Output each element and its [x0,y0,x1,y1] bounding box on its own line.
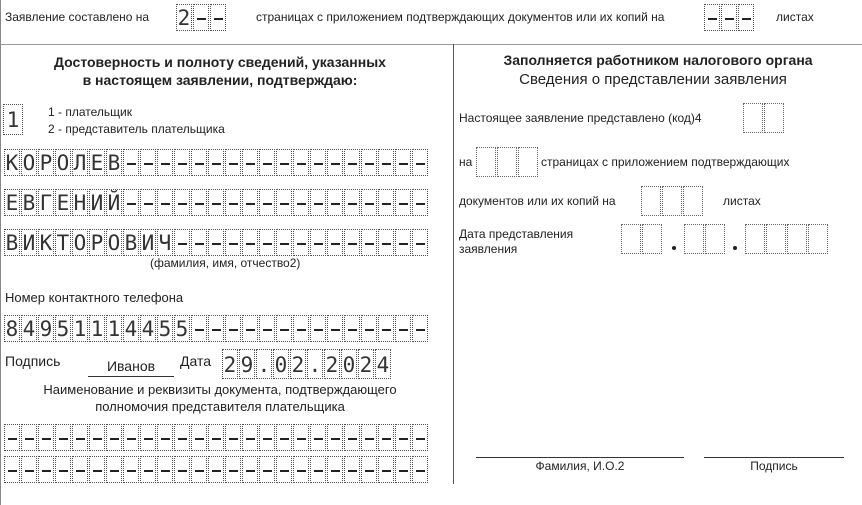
left-title-line-2: в настоящем заявлении, подтверждаю: [82,72,358,88]
surname-cell[interactable] [293,149,309,176]
right-fio-caption: Фамилия, И.О.2 [535,459,625,473]
submission-date-dot-2 [733,246,737,250]
signer-code-cell[interactable]: 1 [3,104,23,135]
signature-value[interactable]: Иванов [106,358,156,374]
document-cell[interactable] [38,424,54,451]
phone-cell[interactable] [310,315,326,342]
document-cell[interactable] [361,456,377,483]
name-cell[interactable]: Г [39,191,53,215]
document-cell[interactable] [157,456,173,483]
surname-cell[interactable] [412,149,428,176]
patronymic-cell[interactable]: В [5,231,19,255]
document-cell[interactable] [106,456,122,483]
header-pages-cells[interactable] [176,4,227,31]
doc-caption-line-2: полномочия представителя плательщика [95,399,345,414]
document-cell[interactable] [89,456,105,483]
name-cell[interactable]: Н [73,191,87,215]
phone-cell[interactable]: 4 [124,317,138,341]
right-subtitle: Сведения о представлении заявления [519,71,787,88]
document-cell[interactable] [89,424,105,451]
patronymic-cell[interactable]: Р [90,231,104,255]
document-cell[interactable] [293,456,309,483]
document-cell[interactable] [140,456,156,483]
document-cell[interactable] [21,424,37,451]
name-cell[interactable] [191,189,207,216]
name-cell[interactable]: Е [5,191,19,215]
document-cell[interactable] [412,424,428,451]
date-sep-2: . [307,349,323,379]
document-cell[interactable] [293,424,309,451]
submission-year-boxes[interactable] [745,224,829,254]
document-cell[interactable] [191,424,207,451]
surname-cell[interactable] [310,149,326,176]
document-cell[interactable] [310,424,326,451]
document-cell[interactable] [225,456,241,483]
surname-cell[interactable]: К [5,151,19,175]
phone-cell[interactable]: 1 [107,317,121,341]
date-year-cell-4[interactable]: 4 [375,349,391,379]
surname-cell[interactable] [140,149,156,176]
phone-cell[interactable] [344,315,360,342]
surname-cell[interactable] [208,149,224,176]
document-cell[interactable] [378,424,394,451]
name-cell[interactable] [310,189,326,216]
header-middle: страницах с приложением подтверждающих документов или их копий на [256,10,665,24]
patronymic-cell[interactable] [174,229,190,256]
submission-date-label-line-1: Дата представления [459,227,574,241]
document-cell[interactable] [259,424,275,451]
surname-cell[interactable] [157,149,173,176]
name-cells[interactable] [4,189,429,216]
phone-cell[interactable]: 4 [141,317,155,341]
phone-cell[interactable]: 4 [22,317,36,341]
surname-cell[interactable] [327,149,343,176]
document-cell[interactable] [276,424,292,451]
header-docs-cell-1[interactable] [704,4,720,31]
submission-month-boxes[interactable] [684,224,726,254]
phone-cell[interactable] [327,315,343,342]
document-cells-1[interactable] [4,424,429,451]
name-cell[interactable] [157,189,173,216]
phone-cell[interactable] [225,315,241,342]
name-cell[interactable] [412,189,428,216]
patronymic-cell[interactable] [361,229,377,256]
header-prefix: Заявление составлено на [5,10,150,24]
surname-cell[interactable] [174,149,190,176]
patronymic-cell[interactable]: Ч [158,231,172,255]
document-cell[interactable] [242,456,258,483]
document-cell[interactable] [395,456,411,483]
document-cell[interactable] [208,456,224,483]
doc-caption-line-1: Наименование и реквизиты документа, подтверждающего [43,382,397,397]
document-cell[interactable] [55,424,71,451]
document-cell[interactable] [310,456,326,483]
document-cells-2[interactable] [4,456,429,483]
header-pages-cell-1[interactable]: 2 [177,6,191,30]
document-cell[interactable] [327,456,343,483]
surname-cell[interactable]: Л [73,151,87,175]
patronymic-cell[interactable]: Т [56,231,70,255]
pages-boxes[interactable] [476,147,539,177]
date-cells[interactable] [222,349,392,379]
patronymic-cell[interactable]: О [107,231,121,255]
surname-cell[interactable]: Р [39,151,53,175]
patronymic-cell[interactable] [344,229,360,256]
document-cell[interactable] [174,424,190,451]
phone-cell[interactable]: 5 [158,317,172,341]
name-cell[interactable] [293,189,309,216]
name-cell[interactable] [259,189,275,216]
surname-cell[interactable] [242,149,258,176]
header-separator [0,44,862,45]
docs-boxes[interactable] [641,186,704,216]
patronymic-cell[interactable] [259,229,275,256]
patronymic-cell[interactable] [225,229,241,256]
phone-cell[interactable] [412,315,428,342]
document-cell[interactable] [361,424,377,451]
phone-cell[interactable] [191,315,207,342]
name-cell[interactable]: И [90,191,104,215]
doc-caption [0,381,440,415]
signature-underline [88,376,174,377]
left-title [0,53,440,89]
header-docs-cell-2[interactable] [721,4,737,31]
document-cell[interactable] [106,424,122,451]
document-cell[interactable] [327,424,343,451]
code-boxes[interactable] [743,103,785,133]
date-day-cell-1[interactable]: 2 [222,349,238,379]
phone-cell[interactable] [259,315,275,342]
document-cell[interactable] [140,424,156,451]
date-year-cell-2[interactable]: 0 [341,349,357,379]
submission-date-label [459,227,573,257]
header-docs-cell-3[interactable] [738,4,754,31]
surname-cell[interactable] [344,149,360,176]
patronymic-cell[interactable] [310,229,326,256]
document-cell[interactable] [123,424,139,451]
date-month-cell-2[interactable]: 2 [290,349,306,379]
patronymic-cell[interactable]: И [22,231,36,255]
fio-caption: (фамилия, имя, отчество2) [150,256,301,270]
right-title: Заполняется работником налогового органа [503,52,813,68]
phone-cell[interactable] [378,315,394,342]
name-cell[interactable] [361,189,377,216]
patronymic-cell[interactable] [242,229,258,256]
document-cell[interactable] [191,456,207,483]
name-cell[interactable]: В [22,191,36,215]
phone-cell[interactable] [242,315,258,342]
patronymic-cell[interactable] [327,229,343,256]
sign-line [704,457,844,458]
header-pages-cell-3[interactable] [210,4,226,31]
phone-cell[interactable] [395,315,411,342]
name-cell[interactable]: Й [107,191,121,215]
date-day-cell-2[interactable]: 9 [239,349,255,379]
document-cell[interactable] [157,424,173,451]
document-cell[interactable] [174,456,190,483]
date-month-cell-1[interactable]: 0 [273,349,289,379]
pages-suffix: страницах с приложением подтверждающих [541,155,790,169]
surname-cell[interactable]: О [22,151,36,175]
name-cell[interactable] [327,189,343,216]
surname-cells[interactable] [4,149,429,176]
submission-date-dot-1 [672,246,676,250]
patronymic-cell[interactable]: В [124,231,138,255]
document-cell[interactable] [4,456,20,483]
document-cell[interactable] [344,456,360,483]
phone-cell[interactable] [361,315,377,342]
surname-cell[interactable]: В [107,151,121,175]
phone-cell[interactable] [293,315,309,342]
submission-date-label-line-2: заявления [459,242,518,256]
name-cell[interactable] [242,189,258,216]
document-cell[interactable] [72,456,88,483]
document-cell[interactable] [38,456,54,483]
phone-cell[interactable]: 5 [175,317,189,341]
docs-label: документов или их копий на [459,194,616,208]
surname-cell[interactable] [378,149,394,176]
surname-cell[interactable] [276,149,292,176]
surname-cell[interactable]: О [56,151,70,175]
patronymic-cell[interactable] [208,229,224,256]
name-cell[interactable] [123,189,139,216]
patronymic-cell[interactable]: О [73,231,87,255]
document-cell[interactable] [344,424,360,451]
signature-label: Подпись [5,353,61,369]
code-label: Настоящее заявление представлено (код)4 [459,111,702,125]
surname-cell[interactable] [361,149,377,176]
document-cell[interactable] [208,424,224,451]
document-cell[interactable] [72,424,88,451]
name-cell[interactable] [140,189,156,216]
fio-signature-line [476,457,684,458]
name-cell[interactable] [208,189,224,216]
name-cell[interactable]: Е [56,191,70,215]
document-cell[interactable] [21,456,37,483]
left-title-line-1: Достоверность и полноту сведений, указанных [54,54,386,70]
document-cell[interactable] [276,456,292,483]
document-cell[interactable] [412,456,428,483]
patronymic-cell[interactable] [395,229,411,256]
document-cell[interactable] [259,456,275,483]
phone-cell[interactable]: 5 [56,317,70,341]
header-suffix: листах [776,10,814,24]
document-cell[interactable] [4,424,20,451]
date-year-cell-1[interactable]: 2 [324,349,340,379]
surname-cell[interactable] [225,149,241,176]
phone-cell[interactable]: 9 [39,317,53,341]
header-pages-cell-2[interactable] [193,4,209,31]
signer-option-2: 2 - представитель плательщика [48,122,225,136]
name-cell[interactable] [344,189,360,216]
right-sign-caption: Подпись [750,459,798,473]
patronymic-cells[interactable] [4,229,429,256]
surname-cell[interactable] [395,149,411,176]
surname-cell[interactable]: Е [90,151,104,175]
patronymic-cell[interactable] [412,229,428,256]
phone-cell[interactable]: 8 [5,317,19,341]
patronymic-cell[interactable]: К [39,231,53,255]
name-cell[interactable] [378,189,394,216]
phone-cell[interactable]: 1 [73,317,87,341]
header-docs-cells[interactable] [704,4,755,31]
submission-day-boxes[interactable] [621,224,663,254]
name-cell[interactable] [174,189,190,216]
patronymic-cell[interactable]: И [141,231,155,255]
name-cell[interactable] [395,189,411,216]
patronymic-cell[interactable] [378,229,394,256]
patronymic-cell[interactable] [293,229,309,256]
date-label: Дата [180,353,212,369]
name-cell[interactable] [225,189,241,216]
phone-cells[interactable] [4,315,429,342]
document-cell[interactable] [55,456,71,483]
phone-cell[interactable] [276,315,292,342]
document-cell[interactable] [242,424,258,451]
surname-cell[interactable] [123,149,139,176]
document-cell[interactable] [123,456,139,483]
pages-prefix: на [459,155,473,169]
phone-cell[interactable]: 1 [90,317,104,341]
surname-cell[interactable] [191,149,207,176]
patronymic-cell[interactable] [191,229,207,256]
phone-cell[interactable] [208,315,224,342]
column-divider [453,44,454,484]
name-cell[interactable] [276,189,292,216]
docs-suffix: листах [723,194,761,208]
document-cell[interactable] [225,424,241,451]
date-year-cell-3[interactable]: 2 [358,349,374,379]
document-cell[interactable] [378,456,394,483]
date-sep-1: . [256,349,272,379]
phone-label: Номер контактного телефона [5,290,184,305]
document-cell[interactable] [395,424,411,451]
surname-cell[interactable] [259,149,275,176]
signer-option-1: 1 - плательщик [48,105,132,119]
patronymic-cell[interactable] [276,229,292,256]
